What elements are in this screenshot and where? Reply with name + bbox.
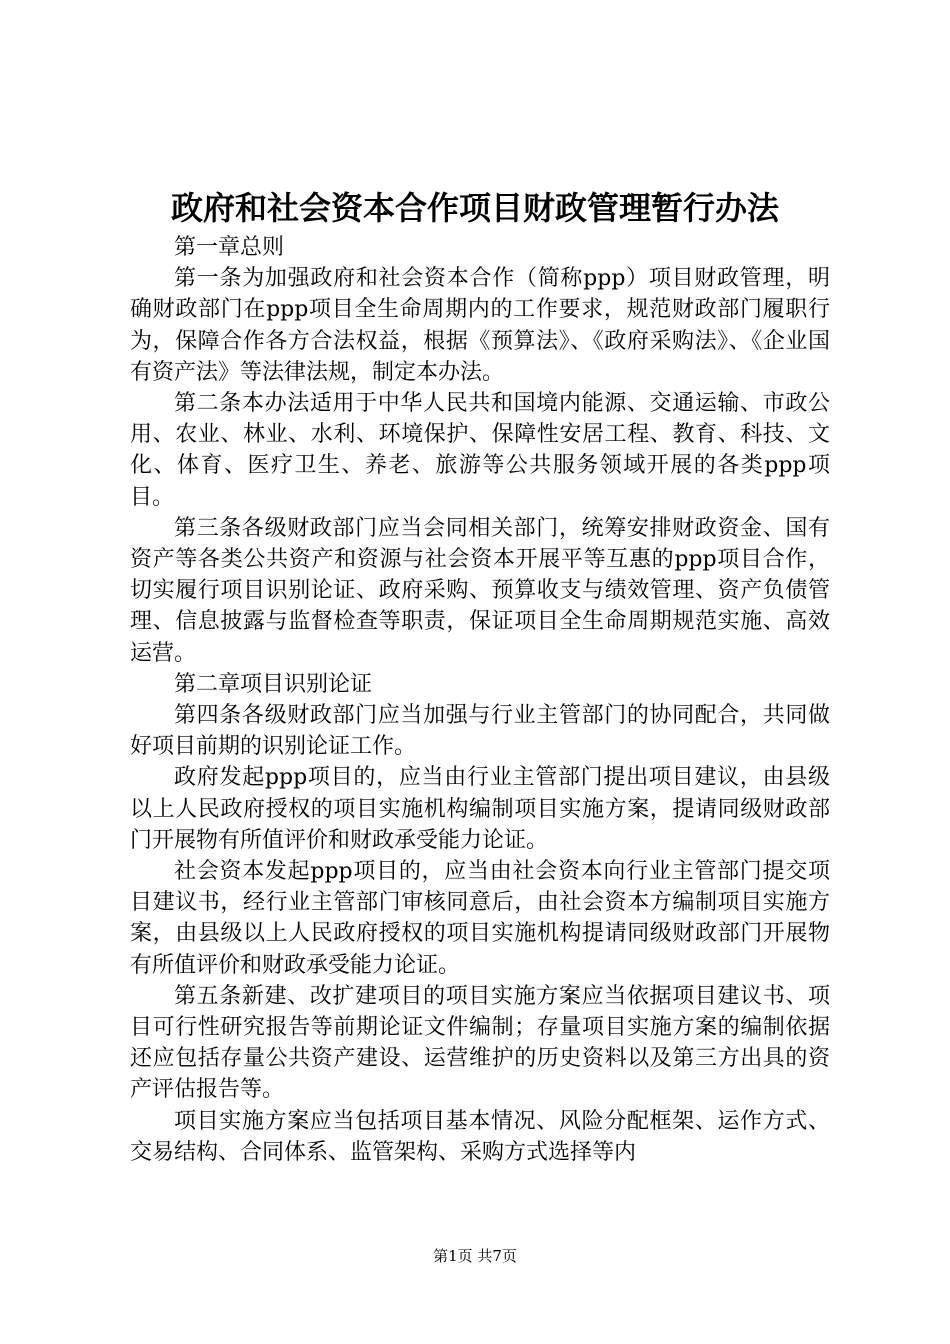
article-5-paragraph: 第五条新建、改扩建项目的项目实施方案应当依据项目建议书、项目可行性研究报告等前期论证文件编制；存量项目实施方案的编制依据还应包括存量公共资产建设、运营维护的历史资料以及第三方出具的资产评估报告等。 [130,983,830,1103]
government-initiated-paragraph: 政府发起ppp项目的，应当由行业主管部门提出项目建议，由县级以上人民政府授权的项目实施机构编制项目实施方案，提请同级财政部门开展物有所值评价和财政承受能力论证。 [130,765,830,853]
article-1-paragraph: 第一条为加强政府和社会资本合作（简称ppp）项目财政管理，明确财政部门在ppp项目全生命周期内的工作要求，规范财政部门履职行为，保障合作各方合法权益，根据《预算法》、《政府采购法》、《企业国有资产法》等法律法规，制定本办法。 [130,266,830,385]
implementation-plan-paragraph: 项目实施方案应当包括项目基本情况、风险分配框架、运作方式、交易结构、合同体系、监管架构、采购方式选择等内 [130,1108,830,1165]
chapter-heading-2: 第二章项目识别论证 [174,671,373,697]
chapter-heading-1: 第一章总则 [174,235,285,260]
article-4-paragraph: 第四条各级财政部门应当加强与行业主管部门的协同配合，共同做好项目前期的识别论证工作。 [130,703,830,760]
social-capital-initiated-paragraph: 社会资本发起ppp项目的，应当由社会资本向行业主管部门提交项目建议书，经行业主管部门审核同意后，由社会资本方编制项目实施方案，由县级以上人民政府授权的项目实施机构提请同级财政部门开展物有所值评价和财政承受能力论证。 [130,859,830,978]
article-2-paragraph: 第二条本办法适用于中华人民共和国境内能源、交通运输、市政公用、农业、林业、水利、环境保护、保障性安居工程、教育、科技、文化、体育、医疗卫生、养老、旅游等公共服务领域开展的各类ppp项目。 [130,391,830,510]
document-body [130,232,830,1168]
article-3-paragraph: 第三条各级财政部门应当会同相关部门，统筹安排财政资金、国有资产等各类公共资产和资源与社会资本开展平等互惠的ppp项目合作，切实履行项目识别论证、政府采购、预算收支与绩效管理、资产负债管理、信息披露与监督检查等职责，保证项目全生命周期规范实施、高效运营。 [130,515,830,666]
page-number-footer: 第1页 共7页 [433,1247,517,1265]
document-title: 政府和社会资本合作项目财政管理暂行办法 [170,189,779,227]
